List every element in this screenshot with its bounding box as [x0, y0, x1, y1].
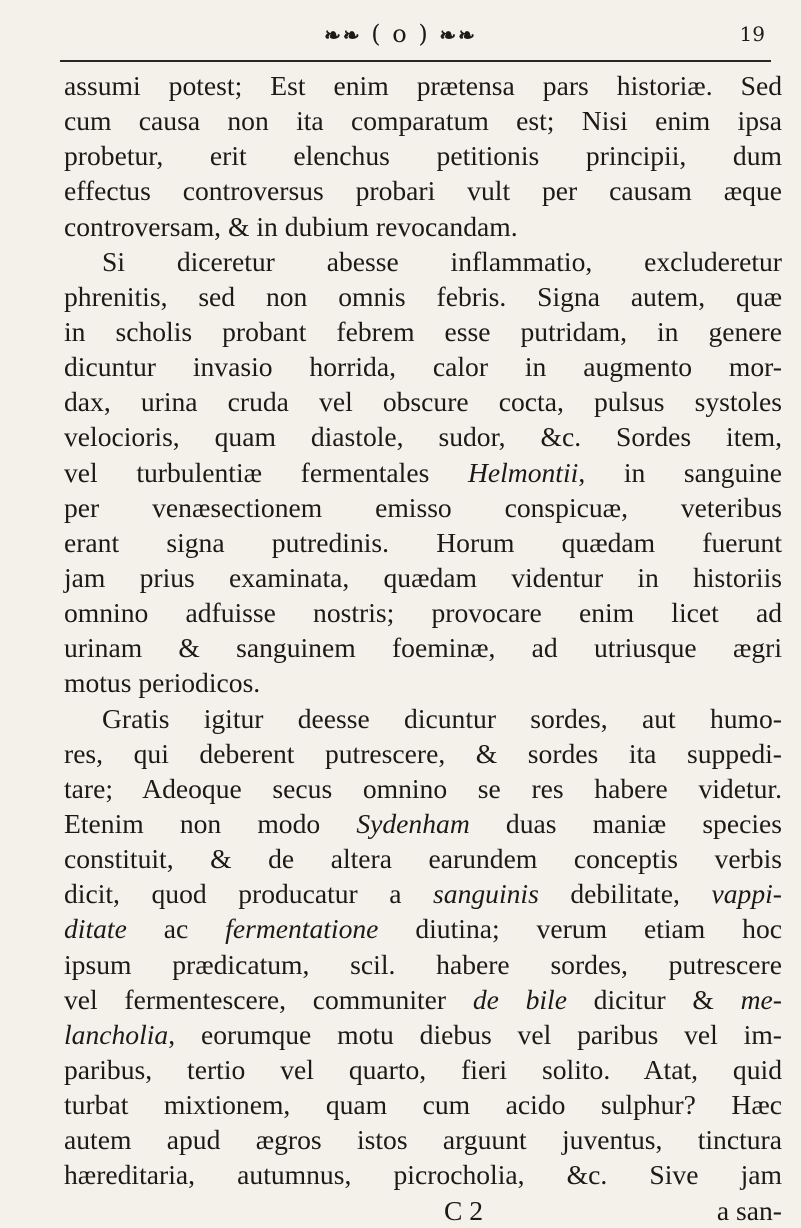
text-line: [64, 490, 782, 525]
page-number: 19: [739, 22, 765, 46]
italic-text: sanguinis: [433, 878, 539, 910]
text-segment: assumi potest; Est enim prætensa pars historiæ. Sed: [64, 70, 782, 101]
text-segment: per venæsectionem emisso conspicuæ, veteribus: [64, 491, 782, 523]
italic-text: me-: [740, 983, 782, 1015]
text-line: [64, 665, 782, 700]
running-head: [0, 18, 801, 58]
text-line: [64, 138, 782, 173]
italic-text: fermentatione: [225, 913, 379, 945]
italic-text: vappi-: [711, 878, 782, 910]
text-segment: duas maniæ species: [469, 807, 782, 839]
text-line: [64, 384, 782, 419]
text-segment: vel turbulentiæ fermentales: [64, 456, 468, 488]
text-line: [64, 525, 782, 560]
header-rule: [60, 60, 771, 62]
text-segment: dicit, quod producatur a: [64, 878, 434, 910]
text-line: [64, 68, 782, 103]
text-segment: omnino adfuisse nostris; provocare enim licet ad: [64, 597, 782, 629]
text-segment: res, qui deberent putrescere, & sordes ita suppedi-: [64, 737, 782, 769]
text-line: [64, 209, 782, 244]
text-segment: effectus controversus probari vult per causam æque: [64, 175, 782, 207]
text-segment: ac: [126, 913, 226, 945]
text-line: [64, 595, 782, 630]
text-segment: controversam, & in dubium revocandam.: [64, 210, 518, 242]
text-segment: Si diceretur abesse inflammatio, excluderetur: [102, 245, 782, 277]
italic-text: Helmontii: [467, 456, 579, 488]
text-segment: Etenim non modo: [64, 807, 357, 839]
text-segment: erant signa putredinis. Horum quædam fuerunt: [64, 526, 782, 558]
text-segment: debilitate,: [538, 878, 712, 910]
text-segment: paribus, tertio vel quarto, fieri solito. Atat, quid: [64, 1053, 782, 1085]
text-line: [64, 419, 782, 454]
text-segment: hæreditaria, autumnus, picrocholia, &c. Sive jam: [64, 1159, 782, 1191]
text-segment: constituit, & de altera earundem conceptis verbis: [64, 843, 782, 875]
text-segment: dicitur &: [566, 983, 741, 1015]
text-line: [64, 947, 782, 982]
text-segment: dax, urina cruda vel obscure cocta, pulsus systoles: [64, 386, 782, 418]
page-mark: ( o ): [371, 20, 430, 48]
footer-line: [64, 1193, 782, 1228]
text-line: [64, 771, 782, 806]
text-segment: diutina; verum etiam hoc: [378, 913, 783, 945]
text-segment: , in sanguine: [578, 456, 782, 488]
italic-text: ditate: [64, 913, 127, 945]
text-segment: tare; Adeoque secus omnino se res habere videtur.: [64, 772, 782, 804]
text-line: [64, 876, 782, 911]
text-line: [64, 314, 782, 349]
text-line: [64, 349, 782, 384]
text-line: [64, 1052, 782, 1087]
text-line: [64, 173, 782, 208]
text-line: [64, 560, 782, 595]
text-line: [64, 911, 782, 946]
text-line: [64, 1017, 782, 1052]
text-segment: jam prius examinata, quædam videntur in historiis: [64, 561, 782, 593]
text-segment: turbat mixtionem, quam cum acido sulphur? Hæc: [64, 1089, 782, 1121]
body-text: [64, 68, 782, 1228]
text-line: [64, 103, 782, 138]
italic-text: de bile: [472, 983, 567, 1015]
text-line: [64, 1087, 782, 1122]
text-line: [64, 736, 782, 771]
text-segment: cum causa non ita comparatum est; Nisi enim ipsa: [64, 105, 782, 137]
text-line: [64, 982, 782, 1017]
text-segment: urinam & sanguinem foeminæ, ad utriusque ægri: [64, 632, 782, 664]
text-line: [64, 1122, 782, 1157]
text-segment: probetur, erit elenchus petitionis principii, dum: [64, 140, 782, 172]
signature-mark: C 2: [444, 1194, 484, 1226]
text-segment: vel fermentescere, communiter: [64, 983, 473, 1015]
ornament-right: ❧❧: [439, 23, 477, 47]
text-line: [64, 279, 782, 314]
text-segment: phrenitis, sed non omnis febris. Signa autem, quæ: [64, 280, 782, 312]
text-line: [64, 630, 782, 665]
text-line: [64, 806, 782, 841]
text-segment: in scholis probant febrem esse putridam, in genere: [64, 315, 782, 347]
running-head-center: [0, 20, 801, 48]
text-line: [64, 841, 782, 876]
text-segment: dicuntur invasio horrida, calor in augmento mor-: [64, 351, 782, 383]
text-line: [64, 455, 782, 490]
italic-text: lancholia: [64, 1018, 169, 1050]
catchword: a san-: [716, 1194, 782, 1226]
text-line: [64, 1157, 782, 1192]
text-segment: autem apud ægros istos arguunt juventus, tinctura: [64, 1124, 782, 1156]
text-segment: velocioris, quam diastole, sudor, &c. Sordes item,: [64, 421, 782, 453]
text-segment: , eorumque motu diebus vel paribus vel im-: [168, 1018, 782, 1050]
text-segment: ipsum prædicatum, scil. habere sordes, putrescere: [64, 948, 782, 980]
text-segment: Gratis igitur deesse dicuntur sordes, aut humo-: [102, 702, 782, 734]
italic-text: Sydenham: [356, 807, 470, 839]
text-segment: motus periodicos.: [64, 667, 261, 699]
ornament-left: ❧❧: [324, 23, 362, 47]
text-line: [64, 244, 782, 279]
text-line: [64, 701, 782, 736]
